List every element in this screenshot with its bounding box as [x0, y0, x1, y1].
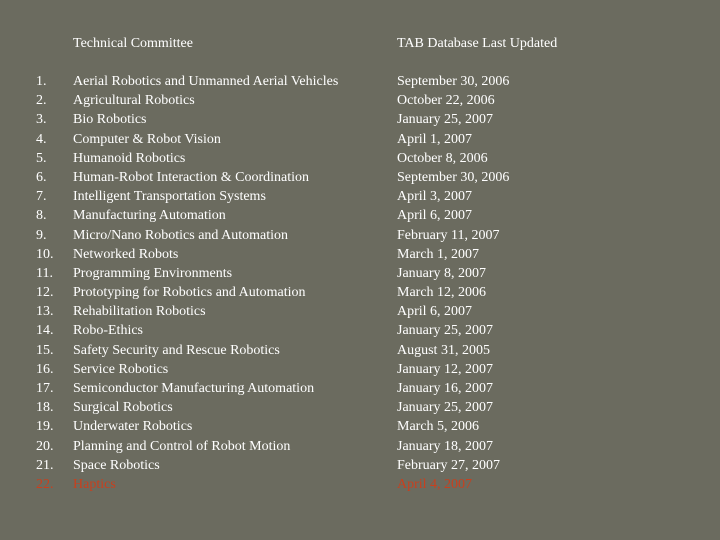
row-number: 9.	[36, 227, 47, 243]
committee-row	[0, 360, 720, 379]
committee-name: Rehabilitation Robotics	[73, 304, 206, 320]
row-number: 14.	[36, 323, 54, 339]
committee-name: Aerial Robotics and Unmanned Aerial Vehicles	[73, 74, 339, 89]
committee-row	[0, 226, 720, 245]
committee-row	[0, 72, 720, 91]
row-number: 19.	[36, 419, 54, 435]
committee-name: Humanoid Robotics	[73, 150, 186, 166]
committee-row	[0, 456, 720, 475]
committee-name: Computer & Robot Vision	[73, 131, 221, 147]
committee-row	[0, 398, 720, 417]
committee-row	[0, 379, 720, 398]
row-number: 20.	[36, 438, 54, 454]
committee-row	[0, 91, 720, 110]
row-number: 7.	[36, 189, 47, 205]
row-number: 16.	[36, 361, 54, 377]
last-updated-date: February 27, 2007	[397, 457, 501, 473]
committee-name: Micro/Nano Robotics and Automation	[73, 227, 289, 243]
last-updated-date: January 25, 2007	[397, 400, 494, 416]
committee-row-highlighted	[0, 475, 720, 494]
committee-name: Space Robotics	[73, 457, 160, 473]
row-number: 1.	[36, 74, 47, 89]
last-updated-date: January 16, 2007	[397, 381, 494, 396]
committee-row	[0, 321, 720, 340]
last-updated-date: April 4, 2007	[397, 476, 473, 492]
last-updated-date: August 31, 2005	[397, 342, 490, 358]
committee-name: Robo-Ethics	[73, 323, 143, 339]
row-number: 17.	[36, 381, 54, 396]
last-updated-date: March 12, 2006	[397, 285, 487, 301]
committee-row	[0, 283, 720, 302]
last-updated-date: April 1, 2007	[397, 131, 473, 147]
committee-column-header: Technical Committee	[73, 36, 193, 51]
last-updated-date: September 30, 2006	[397, 169, 510, 185]
last-updated-date: January 25, 2007	[397, 323, 494, 339]
row-number: 4.	[36, 131, 47, 147]
row-number: 3.	[36, 112, 47, 128]
row-number: 22.	[36, 476, 54, 492]
last-updated-column-header: TAB Database Last Updated	[397, 36, 558, 51]
last-updated-date: January 18, 2007	[397, 438, 494, 454]
last-updated-date: April 6, 2007	[397, 208, 473, 224]
committee-name: Programming Environments	[73, 265, 233, 281]
committee-row	[0, 168, 720, 187]
committee-name: Service Robotics	[73, 361, 169, 377]
row-number: 10.	[36, 246, 54, 262]
last-updated-date: October 22, 2006	[397, 93, 495, 109]
committee-name: Networked Robots	[73, 246, 179, 262]
committee-name: Underwater Robotics	[73, 419, 193, 435]
row-number: 18.	[36, 400, 54, 416]
committee-row	[0, 130, 720, 149]
row-number: 2.	[36, 93, 47, 109]
committee-name: Semiconductor Manufacturing Automation	[73, 381, 315, 396]
committee-row	[0, 149, 720, 168]
last-updated-date: February 11, 2007	[397, 227, 500, 243]
committee-list	[0, 72, 720, 494]
last-updated-date: September 30, 2006	[397, 74, 510, 89]
committee-name: Human-Robot Interaction & Coordination	[73, 169, 310, 185]
committee-name: Agricultural Robotics	[73, 93, 195, 109]
row-number: 5.	[36, 150, 47, 166]
last-updated-date: October 8, 2006	[397, 150, 488, 166]
committee-name: Haptics	[73, 476, 116, 492]
committee-name: Safety Security and Rescue Robotics	[73, 342, 280, 358]
committee-row	[0, 110, 720, 129]
committee-row	[0, 206, 720, 225]
row-number: 15.	[36, 342, 54, 358]
committee-row	[0, 302, 720, 321]
last-updated-date: January 8, 2007	[397, 265, 487, 281]
committee-row	[0, 437, 720, 456]
row-number: 6.	[36, 169, 47, 185]
committee-row	[0, 417, 720, 436]
last-updated-date: March 1, 2007	[397, 246, 480, 262]
row-number: 11.	[36, 265, 53, 281]
committee-row	[0, 245, 720, 264]
committee-name: Planning and Control of Robot Motion	[73, 438, 291, 454]
committee-row	[0, 187, 720, 206]
row-number: 8.	[36, 208, 47, 224]
last-updated-date: March 5, 2006	[397, 419, 480, 435]
last-updated-date: January 25, 2007	[397, 112, 494, 128]
committee-name: Surgical Robotics	[73, 400, 173, 416]
committee-row	[0, 341, 720, 360]
committee-name: Manufacturing Automation	[73, 208, 226, 224]
row-number: 13.	[36, 304, 54, 320]
committee-name: Bio Robotics	[73, 112, 147, 128]
last-updated-date: April 6, 2007	[397, 304, 473, 320]
last-updated-date: January 12, 2007	[397, 361, 494, 377]
committee-row	[0, 264, 720, 283]
committee-name: Intelligent Transportation Systems	[73, 189, 266, 205]
row-number: 12.	[36, 285, 54, 301]
committee-name: Prototyping for Robotics and Automation	[73, 285, 306, 301]
last-updated-date: April 3, 2007	[397, 189, 473, 205]
row-number: 21.	[36, 457, 54, 473]
